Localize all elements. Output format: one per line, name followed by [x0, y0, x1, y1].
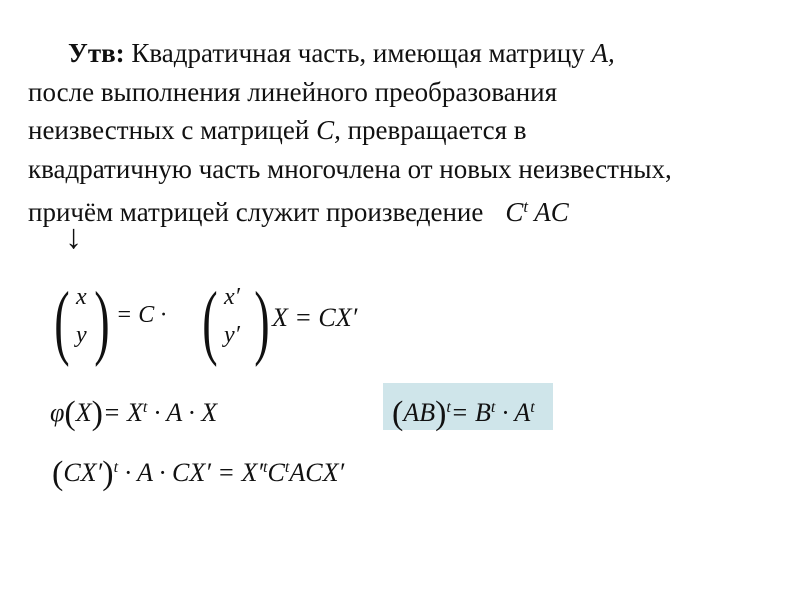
statement-line-2: после выполнения линейного преобразования — [28, 76, 558, 107]
right-paren-icon: ) — [254, 275, 270, 368]
theorem-statement — [28, 34, 788, 232]
matrix-equation: X = CX′ — [272, 303, 358, 332]
statement-line-3: неизвестных с матрицей C, превращается в — [28, 115, 527, 145]
vector-equation: ( x y ) = C · ( x′ y′ ) — [54, 275, 270, 368]
transpose-rule: $(AB)^t= B^t \cdot A^t$ — [392, 395, 535, 432]
left-paren-icon: ( — [54, 275, 70, 368]
statement-line-1: Утв: Квадратичная часть, имеющая матрицу A, — [68, 38, 615, 68]
final-equation: $(CX')^t \cdot A \cdot CX' = X'^tC^tACX'$ — [52, 455, 345, 492]
statement-label: Утв: — [68, 38, 125, 68]
statement-line-5: причём матрицей служит произведение $C^t$ AC — [28, 197, 569, 228]
left-paren-icon: ( — [202, 275, 218, 368]
down-arrow-icon: ↓ — [65, 219, 82, 256]
statement-line-4: квадратичную часть многочлена от новых неизвестных, — [28, 153, 672, 184]
right-paren-icon: ) — [94, 275, 110, 368]
phi-equation: $\varphi(X)= X^t \cdot A \cdot X$ — [50, 395, 218, 432]
product-formula: $C^t$ AC — [505, 197, 569, 228]
